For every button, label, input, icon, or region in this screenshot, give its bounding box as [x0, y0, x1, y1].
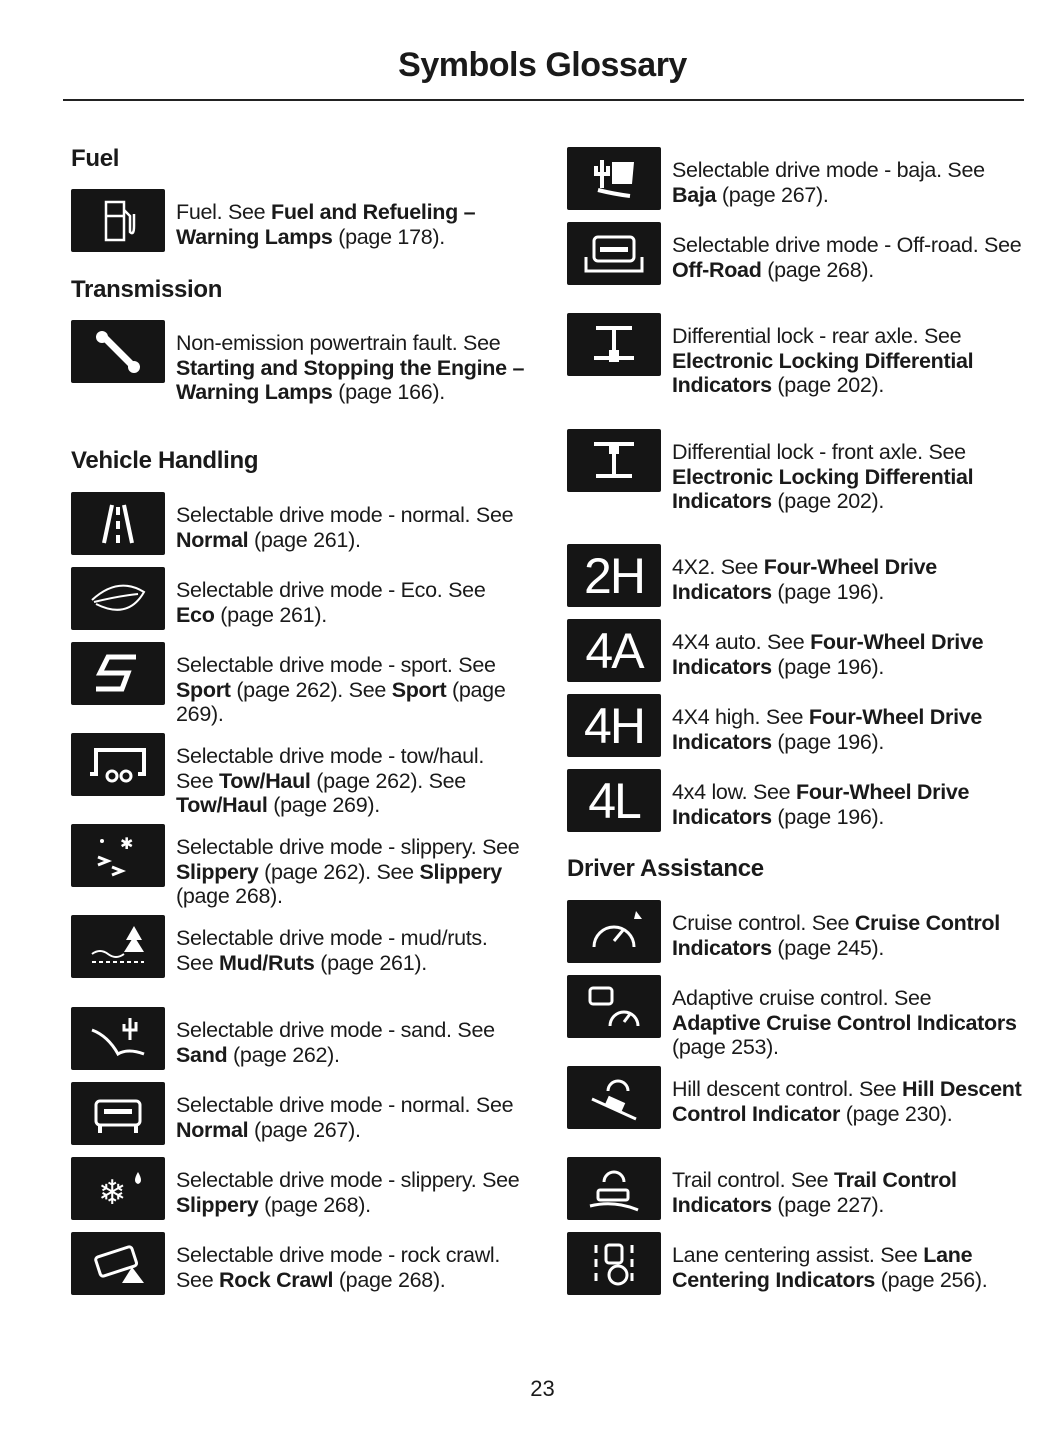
glossary-entry [567, 622, 1022, 697]
entry-text: Selectable drive mode - normal. See [176, 1093, 514, 1117]
drive-mode-label: 2H [584, 547, 644, 604]
glossary-entry [567, 233, 1022, 300]
cross-reference-link[interactable]: Tow/Haul [176, 793, 268, 818]
title-divider [63, 99, 1024, 101]
entry-text: (page 202). [771, 373, 885, 398]
entry-text: (page 267). [716, 182, 829, 207]
entry-text: (page 230). [840, 1101, 953, 1126]
off-road-truck-icon [567, 222, 661, 285]
glossary-entry [567, 1243, 1022, 1310]
trail-control-icon [567, 1157, 661, 1220]
cross-reference-link[interactable]: Starting and Stopping the Engine – Warning Lamps [176, 355, 525, 405]
entry-text: Differential lock - rear axle. See [672, 324, 962, 348]
entry-text: (page 202). [771, 489, 885, 514]
cross-reference-link[interactable]: Mud/Ruts [219, 950, 315, 975]
entry-text: (page 196). [771, 729, 885, 754]
entry-text: (page 268). [176, 884, 283, 909]
cross-reference-link[interactable]: Normal [176, 527, 249, 552]
entry-text: Selectable drive mode - baja. See [672, 158, 985, 182]
entry-text: (page 267). [248, 1117, 361, 1142]
trailer-icon [71, 733, 165, 796]
entry-text: (page 262). See [230, 677, 392, 702]
glossary-entry [71, 835, 526, 909]
rock-crawl-icon [71, 1232, 165, 1295]
cross-reference-link[interactable]: Off-Road [672, 257, 762, 282]
glossary-entry [567, 158, 1022, 225]
cross-reference-link[interactable]: Lane Centering Indicators [672, 1243, 973, 1292]
hill-descent-icon [567, 1066, 661, 1129]
entry-text: (page 196). [771, 804, 885, 829]
entry-text: Selectable drive mode - sand. See [176, 1018, 495, 1042]
entry-text: (page 269). [267, 793, 380, 818]
road-lanes-icon [71, 492, 165, 555]
cross-reference-link[interactable]: Slippery [176, 859, 259, 884]
cross-reference-link[interactable]: Four-Wheel Drive Indicators [672, 555, 937, 604]
entry-text: 4x4 low. See [672, 780, 796, 804]
section-heading-fuel: Fuel [71, 145, 120, 172]
entry-text: (page 262). See [310, 768, 466, 793]
cross-reference-link[interactable]: Adaptive Cruise Control Indicators [672, 1010, 1017, 1035]
cross-reference-link[interactable]: Normal [176, 1117, 249, 1142]
svg-text:❄: ❄ [98, 1173, 127, 1212]
entry-text: Selectable drive mode - slippery. See [176, 835, 520, 859]
sand-cactus-icon [71, 1007, 165, 1070]
entry-text: (page 268). [333, 1267, 446, 1292]
fuel-pump-icon [71, 189, 165, 252]
entry-text: Adaptive cruise control. See [672, 986, 932, 1010]
entry-text: Lane centering assist. See [672, 1243, 924, 1267]
entry-text: (page 262). [227, 1042, 340, 1067]
glossary-entry [71, 1018, 526, 1085]
entry-text: (page 178). [332, 224, 445, 249]
mud-ruts-icon [71, 915, 165, 978]
glossary-entry [71, 503, 526, 570]
wrench-icon [71, 320, 165, 383]
page-number: 23 [530, 1376, 555, 1401]
glossary-entry [71, 1168, 526, 1235]
snowflake-drop-icon [71, 1157, 165, 1220]
entry-text: Selectable drive mode - rock crawl. See [176, 1243, 501, 1292]
cross-reference-link[interactable]: Four-Wheel Drive Indicators [672, 780, 970, 829]
cross-reference-link[interactable]: Electronic Locking Differential Indicators [672, 348, 974, 398]
entry-text: Selectable drive mode - normal. See [176, 503, 514, 527]
entry-text: (page 268). [258, 1192, 371, 1217]
entry-text: 4X4 high. See [672, 705, 809, 729]
entry-text: (page 227). [771, 1192, 885, 1217]
glossary-entry [567, 1168, 1022, 1235]
entry-text: (page 268). [761, 257, 874, 282]
drive-mode-label: 4H [584, 697, 644, 754]
page-title: Symbols Glossary [398, 46, 687, 84]
svg-text:✱: ✱ [120, 835, 134, 853]
entry-text: 4X4 auto. See [672, 630, 811, 654]
entry-text: 4X2. See [672, 555, 764, 579]
glossary-entry [567, 547, 1022, 622]
glossary-entry [567, 1077, 1022, 1144]
entry-text: (page 261). [248, 527, 361, 552]
glossary-entry [71, 744, 526, 818]
entry-text: Fuel. See [176, 200, 271, 224]
cross-reference-link[interactable]: Slippery [176, 1192, 259, 1217]
snow-rain-icon [71, 824, 165, 887]
entry-text: (page 166). [332, 380, 445, 405]
4a-icon [567, 619, 661, 682]
glossary-entry [567, 324, 1022, 398]
entry-text: (page 196). [771, 579, 885, 604]
glossary-entry [71, 1093, 526, 1160]
cross-reference-link[interactable]: Four-Wheel Drive Indicators [672, 705, 983, 754]
cross-reference-link[interactable]: Electronic Locking Differential Indicators [672, 464, 974, 514]
entry-text: (page 269). [176, 677, 506, 727]
4h-icon [567, 694, 661, 757]
cross-reference-link[interactable]: Sport [391, 677, 447, 702]
cross-reference-link[interactable]: Trail Control Indicators [672, 1168, 957, 1217]
entry-text: Selectable drive mode - mud/ruts. See [176, 926, 488, 975]
section-heading-driver-assistance: Driver Assistance [567, 855, 764, 882]
glossary-entry [71, 331, 526, 405]
cross-reference-link[interactable]: Tow/Haul [219, 768, 311, 793]
entry-text: (page 262). See [258, 859, 420, 884]
rear-diff-lock-icon [567, 313, 661, 376]
entry-text: (page 245). [771, 935, 885, 960]
entry-text: Selectable drive mode - tow/haul. See [176, 744, 484, 793]
lane-centering-icon [567, 1232, 661, 1295]
cross-reference-link[interactable]: Slippery [419, 859, 502, 884]
glossary-entry [71, 578, 526, 645]
glossary-entry [567, 911, 1022, 978]
glossary-entry [567, 986, 1022, 1060]
entry-text: Trail control. See [672, 1168, 834, 1192]
cross-reference-link[interactable]: Eco [176, 602, 215, 627]
entry-text: (page 256). [875, 1267, 988, 1292]
2h-icon [567, 544, 661, 607]
cross-reference-link[interactable]: Rock Crawl [219, 1267, 334, 1292]
cross-reference-link[interactable]: Fuel and Refueling – Warning Lamps [176, 200, 476, 249]
section-heading-vehicle-handling: Vehicle Handling [71, 447, 259, 474]
cross-reference-link[interactable]: Sport [176, 677, 231, 702]
entry-text: (page 261). [214, 602, 327, 627]
glossary-entry [567, 772, 1022, 847]
entry-text: Differential lock - front axle. See [672, 440, 966, 464]
entry-text: Selectable drive mode - slippery. See [176, 1168, 520, 1192]
entry-text: (page 196). [771, 654, 885, 679]
glossary-entry [567, 440, 1022, 514]
cross-reference-link[interactable]: Baja [672, 182, 717, 207]
glossary-entry [71, 926, 526, 993]
glossary-entry [567, 697, 1022, 772]
leaf-icon [71, 567, 165, 630]
glossary-entry [71, 200, 526, 267]
cross-reference-link[interactable]: Sand [176, 1042, 228, 1067]
cross-reference-link[interactable]: Four-Wheel Drive Indicators [672, 630, 984, 679]
section-heading-transmission: Transmission [71, 276, 223, 303]
drive-mode-label: 4A [585, 622, 643, 679]
entry-text: (page 253). [672, 1035, 779, 1060]
entry-text: Selectable drive mode - Eco. See [176, 578, 486, 602]
drive-mode-label: 4L [588, 772, 640, 829]
entry-text: Selectable drive mode - Off-road. See [672, 233, 1022, 257]
4l-icon [567, 769, 661, 832]
adaptive-cruise-icon [567, 975, 661, 1038]
entry-text: Cruise control. See [672, 911, 855, 935]
baja-flag-icon [567, 147, 661, 210]
sport-s-icon [71, 642, 165, 705]
truck-front-icon [71, 1082, 165, 1145]
cruise-control-icon [567, 900, 661, 963]
entry-text: Non-emission powertrain fault. See [176, 331, 501, 355]
front-diff-lock-icon [567, 429, 661, 492]
cross-reference-link[interactable]: Hill Descent Control Indicator [672, 1077, 1022, 1126]
entry-text: (page 261). [314, 950, 427, 975]
entry-text: Hill descent control. See [672, 1077, 903, 1101]
cross-reference-link[interactable]: Cruise Control Indicators [672, 911, 1000, 960]
glossary-entry [71, 653, 526, 727]
glossary-entry [71, 1243, 526, 1310]
entry-text: Selectable drive mode - sport. See [176, 653, 496, 677]
